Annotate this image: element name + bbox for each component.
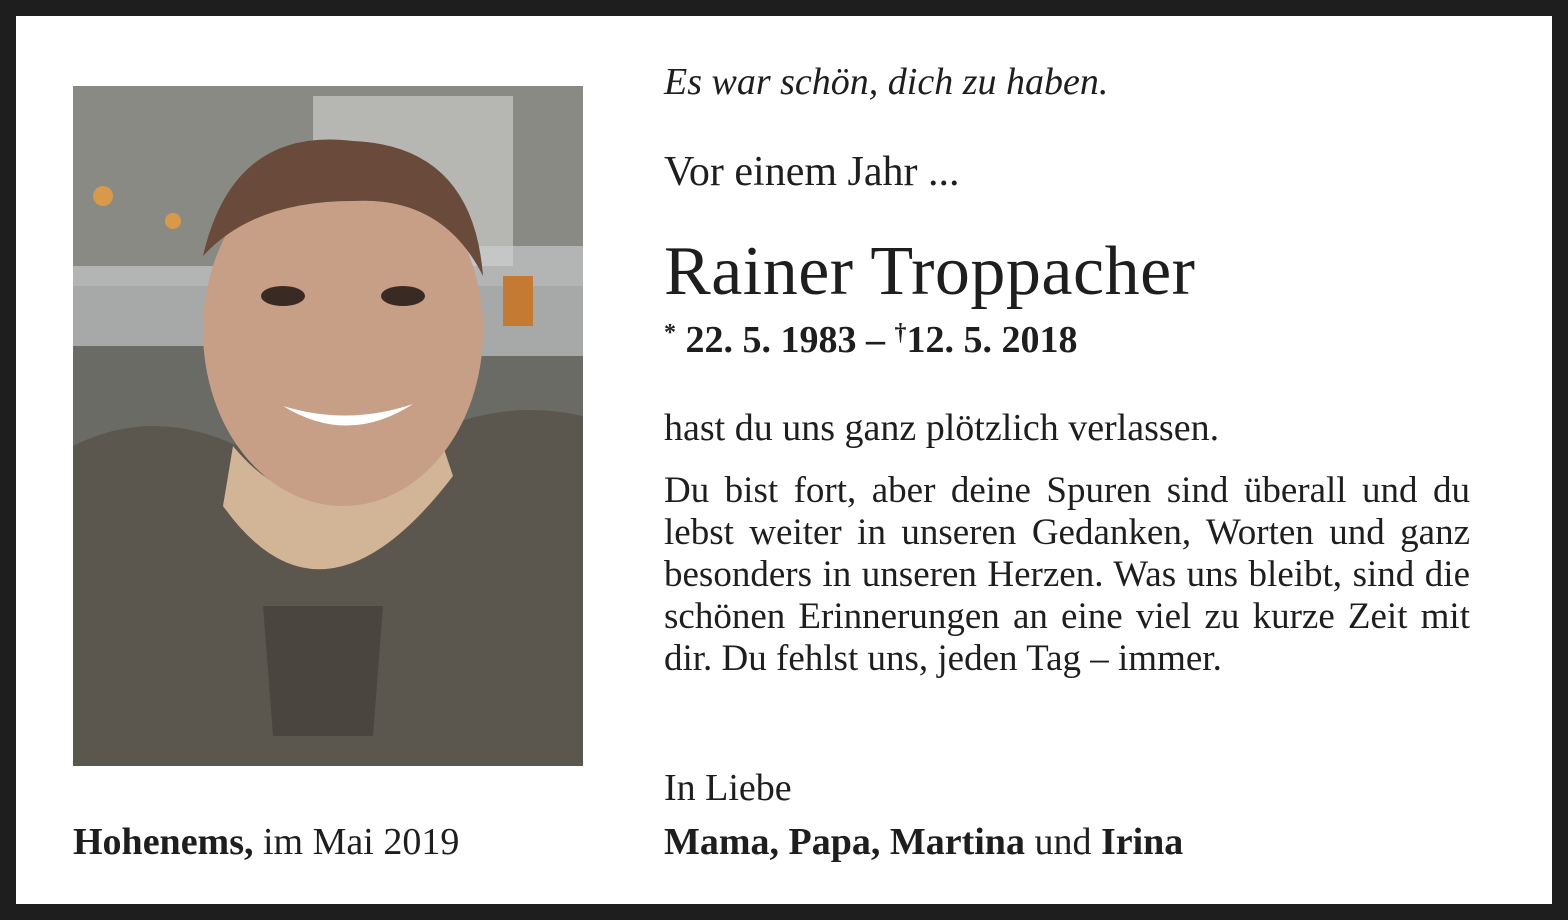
- birth-date: 22. 5. 1983: [685, 319, 857, 361]
- intro-line: Vor einem Jahr ...: [664, 149, 960, 195]
- deceased-name: Rainer Troppacher: [664, 233, 1196, 310]
- life-dates: [664, 318, 1078, 362]
- departure-line: hast du uns ganz plötzlich verlassen.: [664, 407, 1220, 449]
- portrait-photo: [73, 86, 583, 766]
- closing-line: In Liebe: [664, 767, 792, 809]
- motto-quote: Es war schön, dich zu haben.: [664, 61, 1109, 103]
- death-date: 12. 5. 2018: [906, 319, 1078, 361]
- family-signature: [664, 820, 1183, 864]
- memorial-text: Du bist fort, aber deine Spuren sind überall und du lebst weiter in unseren Gedanken, Worten und ganz besonders in unseren Herzen. Was uns bleibt, sind die schönen Erinnerungen an eine viel zu kurze Zeit mit dir. Du fehlst uns, jeden Tag – immer.: [664, 470, 1470, 679]
- family-names: Mama, Papa, Martina: [664, 821, 1025, 863]
- place-date: [73, 820, 459, 864]
- family-last-name: Irina: [1100, 821, 1184, 863]
- place-town: Hohenems,: [73, 821, 254, 863]
- portrait-image: [73, 86, 583, 766]
- date-separator: –: [866, 319, 885, 361]
- birth-symbol: *: [664, 320, 676, 346]
- family-connector: und: [1034, 821, 1092, 863]
- place-month: im Mai 2019: [263, 821, 460, 863]
- death-symbol: †: [894, 320, 907, 346]
